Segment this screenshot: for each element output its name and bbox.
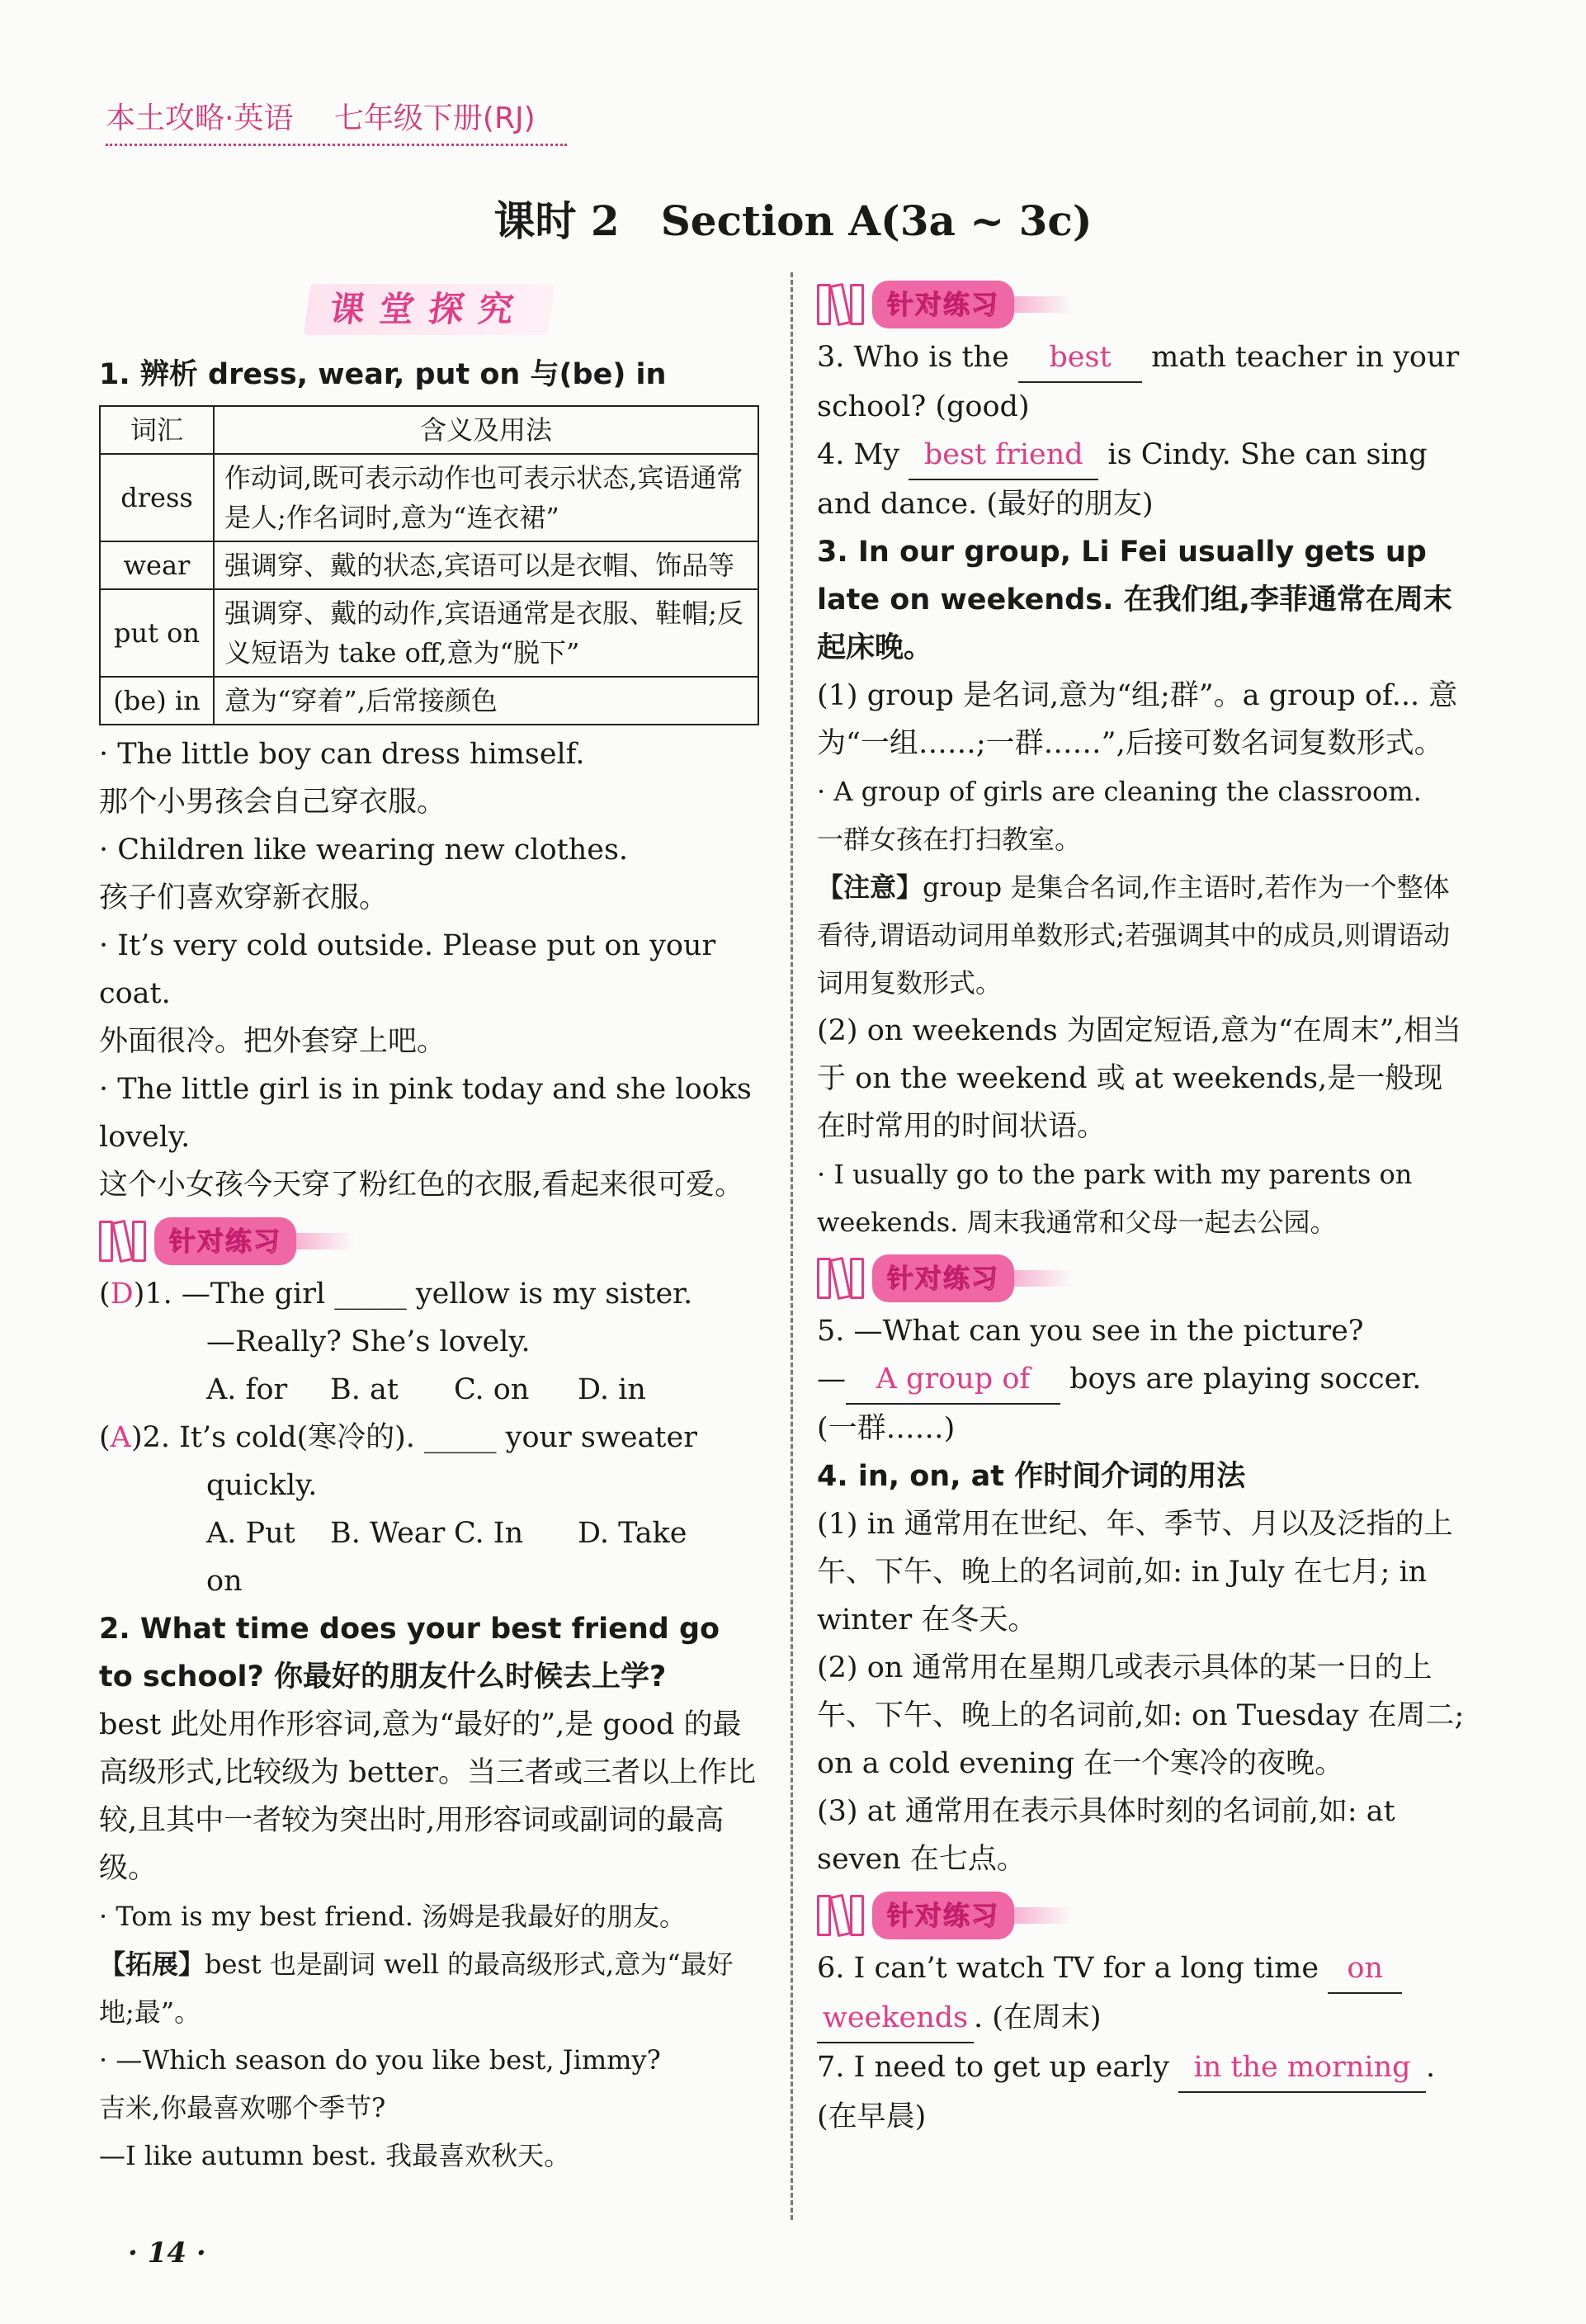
option: D. in <box>578 1373 646 1406</box>
note <box>817 863 1469 1007</box>
answer-blank: A group of <box>846 1355 1060 1405</box>
table-header-usage: 含义及用法 <box>214 406 758 454</box>
option: B. Wear <box>330 1517 446 1550</box>
section-2-heading: 2. What time does your best friend go to school? 你最好的朋友什么时候去上学? <box>99 1613 720 1693</box>
question-hint: (一群……) <box>817 1412 956 1445</box>
table-cell-word: (be) in <box>100 677 214 725</box>
option: C. In <box>454 1517 524 1550</box>
question-stem: )1. —The girl _____ yellow is my sister. <box>133 1278 693 1311</box>
page-title: 课时 2 Section A(3a ~ 3c) <box>493 196 1093 245</box>
question-text: 4. My <box>817 438 900 471</box>
question-2: (A)2. It’s cold(寒冷的). _____ your sweater <box>99 1421 697 1454</box>
table-row <box>100 589 758 677</box>
section-4-point-3: (3) at 通常用在表示具体时刻的名词前,如: at seven 在七点。 <box>817 1795 1395 1876</box>
question-hint: (在早晨) <box>817 2100 927 2133</box>
example-en: · Children like wearing new clothes. <box>99 834 629 867</box>
practice-label-text: 针对练习 <box>154 1217 296 1265</box>
table-cell-usage: 作动词,既可表示动作也可表示状态,宾语通常是人;作名词时,意为“连衣裙” <box>214 454 758 541</box>
example-en: · It’s very cold outside. Please put on your coat. <box>99 929 716 1010</box>
books-icon <box>817 284 864 325</box>
section-3-example-zh: 一群女孩在打扫教室。 <box>817 824 1082 855</box>
practice-label-text: 针对练习 <box>872 1254 1014 1302</box>
question-2-line2: quickly. <box>206 1469 318 1502</box>
table-cell-usage: 强调穿、戴的动作,宾语通常是衣服、鞋帽;反义短语为 take off,意为“脱下” <box>214 589 758 677</box>
extension-text: best 也是副词 well 的最高级形式,意为“最好地;最”。 <box>99 1948 734 2028</box>
question-1: (D)1. —The girl _____ yellow is my sister. <box>99 1278 693 1311</box>
section-3-example: · A group of girls are cleaning the classroom. <box>817 776 1422 807</box>
question-text: math teacher in your school? (good) <box>817 341 1460 423</box>
grade-label: 七年级下册(RJ) <box>333 102 536 135</box>
practice-label-text: 针对练习 <box>872 281 1014 328</box>
option: D. Take <box>578 1517 687 1550</box>
example-zh: 那个小男孩会自己穿衣服。 <box>99 786 446 819</box>
usage-table <box>99 405 759 725</box>
answer-q1: D <box>110 1278 134 1311</box>
practice-label <box>817 1892 1469 1939</box>
question-text: . <box>1426 2051 1436 2084</box>
practice-label-text: 针对练习 <box>872 1892 1014 1939</box>
books-icon <box>99 1221 146 1262</box>
table-row <box>100 541 758 589</box>
extension-example-zh: 吉米,你最喜欢哪个季节? <box>99 2092 386 2123</box>
section-4-point-1: (1) in 通常用在世纪、年、季节、月以及泛指的上午、下午、晚上的名词前,如: in July 在七月; in winter 在冬天。 <box>817 1508 1453 1637</box>
practice-label <box>817 281 1469 328</box>
example-zh: 这个小女孩今天穿了粉红色的衣服,看起来很可爱。 <box>99 1169 744 1202</box>
option: C. on <box>454 1373 530 1406</box>
question-3 <box>817 333 1469 431</box>
option: B. at <box>330 1373 399 1406</box>
table-header-word: 词汇 <box>100 406 214 454</box>
table-cell-word: wear <box>100 541 214 589</box>
answer-blank: in the morning <box>1178 2043 1426 2093</box>
practice-label <box>817 1254 1469 1302</box>
book-title: 本土攻略·英语 <box>106 102 294 135</box>
table-cell-usage: 强调穿、戴的状态,宾语可以是衣帽、饰品等 <box>214 541 758 589</box>
question-text: boys are playing soccer. <box>1069 1363 1422 1396</box>
example-zh: 外面很冷。把外套穿上吧。 <box>99 1025 446 1058</box>
question-6 <box>817 1944 1469 2043</box>
table-row <box>100 454 758 541</box>
question-text: . (在周末) <box>974 2001 1102 2034</box>
extension-note <box>99 1940 759 2036</box>
section-4-heading: 4. in, on, at 作时间介词的用法 <box>817 1460 1246 1493</box>
question-5: 5. —What can you see in the picture? <box>817 1315 1364 1348</box>
table-cell-word: dress <box>100 454 214 541</box>
example-zh: 孩子们喜欢穿新衣服。 <box>99 881 389 914</box>
extension-example: —I like autumn best. 我最喜欢秋天。 <box>99 2140 571 2171</box>
section-3-heading: 3. In our group, Li Fei usually gets up late on weekends. 在我们组,李菲通常在周末起床晚。 <box>817 536 1452 664</box>
section-1-heading: 1. 辨析 dress, wear, put on 与(be) in <box>99 358 667 391</box>
answer-blank: on <box>1328 1944 1402 1994</box>
section-banner: 课堂探究 <box>304 284 555 335</box>
note-text: group 是集合名词,作主语时,若作为一个整体看待,谓语动词用单数形式;若强调其中的成员,则谓语动词用复数形式。 <box>817 872 1451 999</box>
section-2-text: best 此处用作形容词,意为“最好的”,是 good 的最高级形式,比较级为 better。当三者或三者以上作比较,且其中一者较为突出时,用形容词或副词的最高级。 <box>99 1708 756 1885</box>
question-text: 7. I need to get up early <box>817 2051 1169 2084</box>
practice-label <box>99 1217 759 1265</box>
right-column <box>817 281 1469 2141</box>
answer-blank: best <box>1018 333 1142 383</box>
option: A. Put on <box>206 1517 295 1598</box>
section-2-example: · Tom is my best friend. 汤姆是我最好的朋友。 <box>99 1901 687 1932</box>
question-text: is Cindy. She can sing and dance. (最好的朋友) <box>817 438 1428 521</box>
table-row <box>100 677 758 725</box>
option: A. for <box>206 1373 288 1406</box>
extension-example: · —Which season do you like best, Jimmy? <box>99 2044 661 2076</box>
example-en: · The little boy can dress himself. <box>99 738 585 771</box>
left-column <box>99 281 759 2180</box>
table-cell-usage: 意为“穿着”,后常接颜色 <box>214 677 758 725</box>
example-en: · The little girl is in pink today and she looks lovely. <box>99 1073 752 1154</box>
extension-label: 【拓展】 <box>99 1948 205 1980</box>
note-label: 【注意】 <box>817 872 923 903</box>
question-7 <box>817 2043 1469 2141</box>
answer-blank: weekends <box>817 1994 974 2043</box>
question-text: 6. I can’t watch TV for a long time <box>817 1952 1319 1985</box>
section-3-point-1: (1) group 是名词,意为“组;群”。a group of... 意为“一组……;一群……”,后接可数名词复数形式。 <box>817 679 1458 760</box>
table-cell-word: put on <box>100 589 214 677</box>
running-header <box>106 95 567 146</box>
question-5-line2 <box>817 1355 1469 1452</box>
question-4 <box>817 431 1469 528</box>
question-2-options <box>99 1509 759 1605</box>
question-stem: )2. It’s cold(寒冷的). _____ your sweater <box>130 1421 697 1454</box>
question-1-options <box>99 1366 759 1414</box>
column-divider <box>791 272 793 2220</box>
answer-blank: best friend <box>909 431 1098 480</box>
answer-q2: A <box>110 1421 131 1454</box>
section-4-point-2: (2) on 通常用在星期几或表示具体的某一日的上午、下午、晚上的名词前,如: on Tuesday 在周二; on a cold evening 在一个寒冷的夜晚。 <box>817 1651 1465 1780</box>
books-icon <box>817 1258 864 1299</box>
section-3-point-2: (2) on weekends 为固定短语,意为“在周末”,相当于 on the weekend 或 at weekends,是一般现在时常用的时间状语。 <box>817 1014 1461 1143</box>
question-text: 3. Who is the <box>817 341 1009 374</box>
question-1-line2: —Really? She’s lovely. <box>206 1325 531 1358</box>
question-text: — <box>817 1363 846 1396</box>
books-icon <box>817 1895 864 1936</box>
page-number: · 14 · <box>128 2237 206 2270</box>
section-3-example: · I usually go to the park with my parents on weekends. 周末我通常和父母一起去公园。 <box>817 1159 1413 1238</box>
